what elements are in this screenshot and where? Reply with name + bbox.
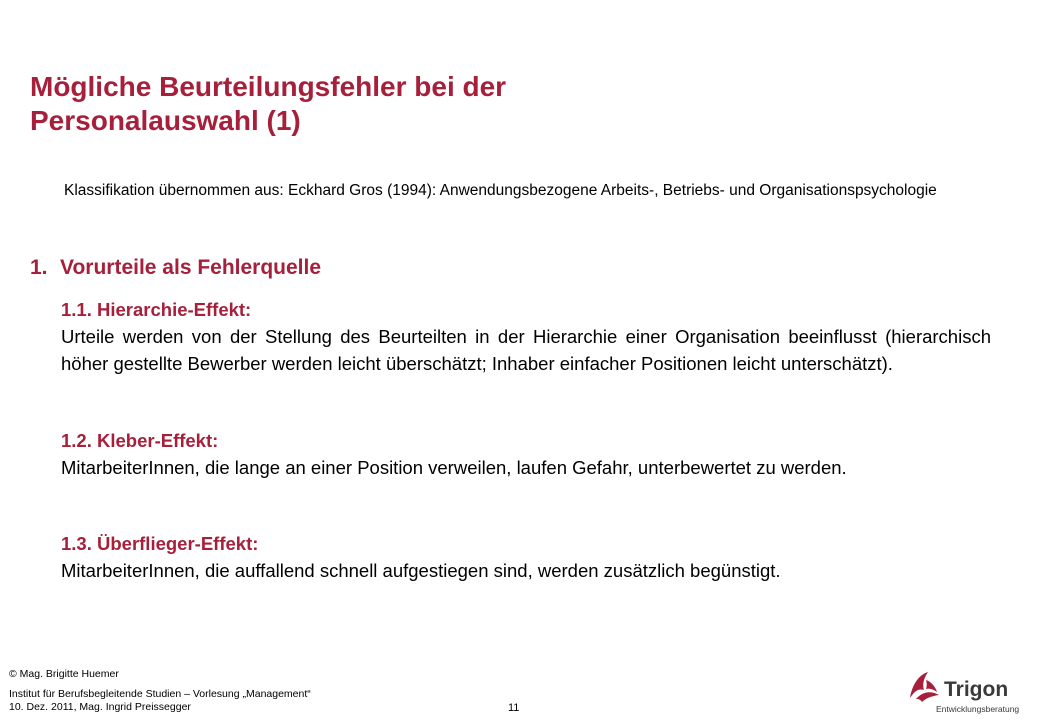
- effect-description: MitarbeiterInnen, die auffallend schnell aufgestiegen sind, werden zusätzlich begünstigt.: [61, 560, 781, 581]
- effect-title: 1.3. Überflieger-Effekt:: [61, 533, 259, 554]
- effect-title: 1.2. Kleber-Effekt:: [61, 430, 219, 451]
- trigon-logo-icon: [906, 668, 942, 704]
- effect-title: 1.1. Hierarchie-Effekt:: [61, 299, 252, 320]
- section-title: Vorurteile als Fehlerquelle: [60, 256, 322, 279]
- slide-title-line-1: Mögliche Beurteilungsfehler bei der: [30, 71, 507, 102]
- trigon-logo: [906, 668, 1026, 714]
- effect-hierarchie: [61, 296, 991, 377]
- section-heading: [30, 255, 321, 281]
- slide-title-line-2: Personalauswahl (1): [30, 105, 301, 136]
- footer-copyright: © Mag. Brigitte Huemer: [9, 668, 119, 680]
- source-note: Klassifikation übernommen aus: Eckhard Gros (1994): Anwendungsbezogene Arbeits-, Betriebs- und Organisationspsychologie: [64, 182, 937, 199]
- effect-description: MitarbeiterInnen, die lange an einer Position verweilen, laufen Gefahr, unterbewertet zu werden.: [61, 457, 847, 478]
- logo-name: Trigon: [944, 678, 1009, 701]
- effect-kleber: [61, 427, 991, 481]
- slide-title: [30, 70, 930, 138]
- section-number: 1.: [30, 256, 48, 279]
- effect-description: Urteile werden von der Stellung des Beurteilten in der Hierarchie einer Organisation beeinflusst (hierarchisch höher gestellte Bewerber werden leicht überschätzt; Inhaber einfacher Positionen leicht unterschätzt).: [61, 326, 991, 374]
- page-number: 11: [508, 702, 520, 714]
- footer-institute-line-1: Institut für Berufsbegleitende Studien – Vorlesung „Management“: [9, 688, 311, 700]
- footer-institute-line-2: 10. Dez. 2011, Mag. Ingrid Preissegger: [9, 701, 191, 713]
- effect-ueberflieger: [61, 530, 991, 584]
- footer-institute: [9, 688, 311, 714]
- logo-tagline: Entwicklungsberatung: [936, 704, 1020, 714]
